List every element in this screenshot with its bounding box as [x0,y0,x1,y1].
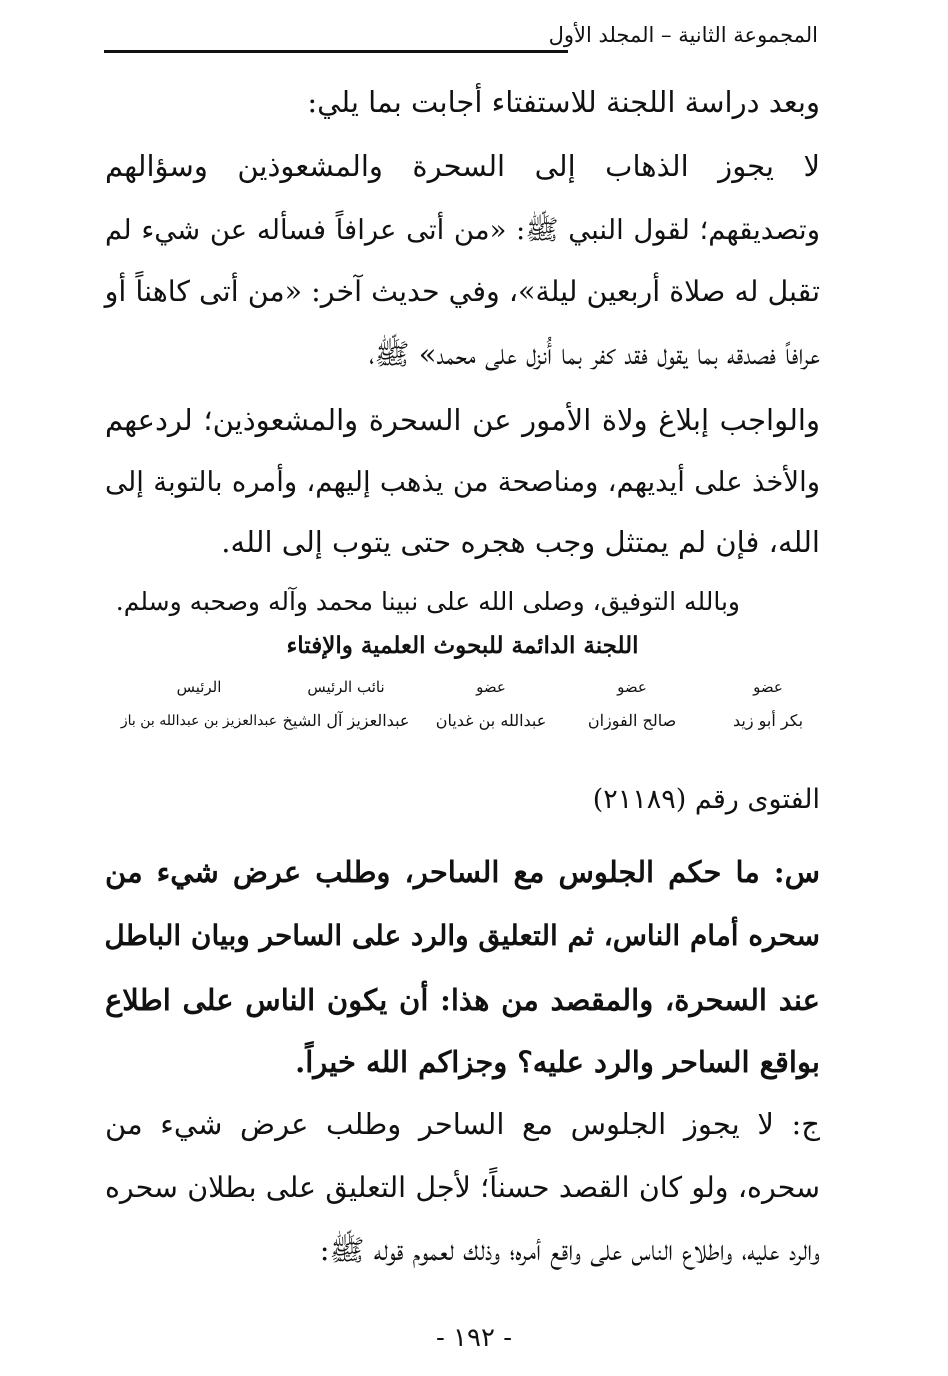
question-line: سحره أمام الناس، ثم التعليق والرد على الساحر وبيان الباطل [104,919,820,952]
signatory-role: عضو [617,678,647,696]
body-line: لا يجوز الذهاب إلى السحرة والمشعوذين وسؤالهم [105,149,820,183]
body-line: وبعد دراسة اللجنة للاستفتاء أجابت بما يلي: [307,85,820,119]
signatory-role: عضو [476,678,506,696]
answer-line: سحره، ولو كان القصد حسناً؛ لأجل التعليق على بطلان سحره [105,1171,820,1204]
signatory-role: الرئيس [176,678,222,696]
signatory [120,674,278,734]
signatory-role: عضو [753,678,783,696]
body-line: والأخذ على أيديهم، ومناصحة من يذهب إليهم، وأمره بالتوبة إلى [105,466,820,498]
answer-line: ج: لا يجوز الجلوس مع الساحر وطلب عرض شيء من [105,1107,820,1141]
signatory [276,674,416,734]
signatory-name: بكر أبو زيد [732,711,804,730]
body-line: الله، فإن لم يمتثل وجب هجره حتى يتوب إلى الله. [221,525,820,559]
body-line: والواجب إبلاغ ولاة الأمور عن السحرة والمشعوذين؛ لردعهم [105,403,820,437]
question-line: س: ما حكم الجلوس مع الساحر، وطلب عرض شيء من [105,855,820,889]
closing-line: وبالله التوفيق، وصلى الله على نبينا محمد وآله وصحبه وسلم. [115,587,740,616]
signatory-name: صالح الفوزان [587,711,677,730]
signatory-name: عبدالله بن غديان [435,711,547,730]
running-header: المجموعة الثانية – المجلد الأول [548,23,818,47]
body-line: تقبل له صلاة أربعين ليلة»، وفي حديث آخر: «من أتى كاهناً أو [104,275,820,308]
body-line: عرافاً فصدقه بما يقول فقد كفر بما أُنزل على محمد» ﷺ، [368,337,820,371]
signatory [568,674,696,734]
signatory [708,674,828,734]
page-number: - ١٩٢ - [435,1323,513,1353]
question-line: عند السحرة، والمقصد من هذا: أن يكون الناس على اطلاع [105,983,820,1017]
signatory-name: عبدالعزيز بن عبدالله بن باز [120,713,278,729]
committee-title: اللجنة الدائمة للبحوث العلمية والإفتاء [286,632,639,659]
body-line: وتصديقهم؛ لقول النبي ﷺ: «من أتى عرافاً فسأله عن شيء لم [105,214,820,246]
signatory-name: عبدالعزيز آل الشيخ [282,711,410,730]
header-rule [104,50,568,53]
question-line: بواقع الساحر والرد عليه؟ وجزاكم الله خيراً. [295,1045,820,1079]
answer-line: والرد عليه، واطلاع الناس على واقع أمره؛ وذلك لعموم قوله ﷺ: [319,1233,820,1267]
fatwa-number: الفتوى رقم (٢١١٨٩) [592,784,820,815]
signatory-role: نائب الرئيس [307,678,385,696]
signatory [420,674,562,734]
